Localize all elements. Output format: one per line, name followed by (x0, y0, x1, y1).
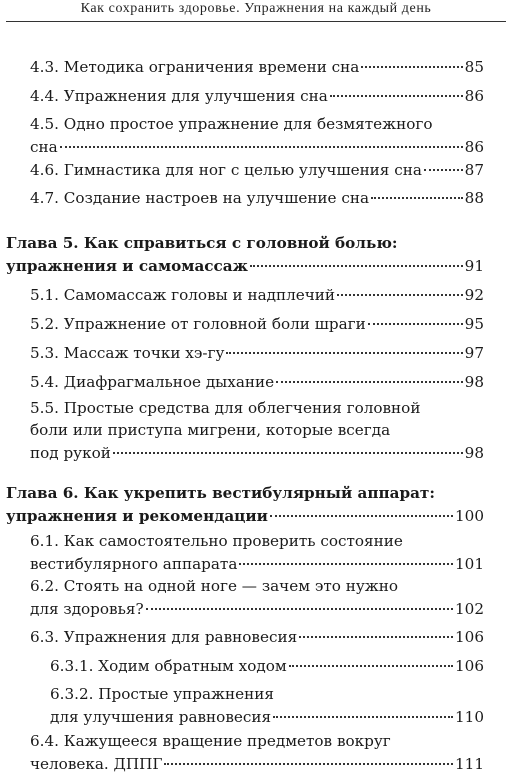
toc-entry-title-line: для улучшения равновесия (50, 708, 272, 727)
toc-entry-title-line: для здоровья? (30, 600, 144, 619)
toc-entry-title-line: 5.2. Упражнение от головной боли шраги (30, 315, 366, 334)
toc-entry[interactable] (30, 158, 484, 181)
toc-entry[interactable] (30, 341, 484, 364)
toc-entry-title-line: под рукой (30, 444, 111, 463)
toc-page-number: 102 (455, 600, 484, 619)
toc-entry-row (30, 625, 484, 648)
dot-leader (113, 437, 463, 454)
toc-entry[interactable] (30, 84, 484, 107)
toc-entry-row (30, 55, 484, 78)
toc-page-number: 98 (464, 373, 484, 392)
dot-leader (371, 182, 463, 199)
toc-entry-title-line: 4.3. Методика ограничения времени сна (30, 58, 360, 77)
toc-entry-title-line: 5.4. Диафрагмальное дыхание (30, 373, 275, 392)
dot-leader (424, 154, 463, 171)
toc-entry-row (6, 504, 484, 527)
toc-entry-title-line: 6.1. Как самостоятельно проверить состояние (30, 532, 403, 550)
toc-entry-title-line: Глава 5. Как справиться с головной болью: (6, 234, 398, 252)
toc-page-number: 85 (464, 58, 484, 77)
dot-leader (226, 337, 462, 354)
toc-entry-row (30, 186, 484, 209)
toc-entry-title-line: 4.4. Упражнения для улучшения сна (30, 87, 328, 106)
toc-entry-title-line: 6.4. Кажущееся вращение предметов вокруг (30, 732, 391, 750)
toc-entry-row (50, 705, 484, 728)
toc-chapter-entry[interactable] (6, 482, 484, 527)
dot-leader (330, 80, 463, 97)
toc-entry[interactable] (30, 575, 484, 620)
toc-page-number: 98 (464, 444, 484, 463)
toc-entry-row (30, 84, 484, 107)
toc-entry-title-line: 4.6. Гимнастика для ног с целью улучшения сна (30, 161, 422, 180)
toc-entry[interactable] (30, 186, 484, 209)
toc-entry[interactable] (30, 370, 484, 393)
toc-entry-row (30, 597, 484, 620)
dot-leader (250, 250, 463, 267)
toc-entry-title-line: 4.7. Создание настроев на улучшение сна (30, 189, 370, 208)
toc-entry-title-line: вестибулярного аппарата (30, 555, 238, 574)
toc-entry-title-line: Глава 6. Как укрепить вестибулярный аппарат: (6, 484, 435, 502)
header-divider (6, 21, 506, 22)
toc-page-number: 86 (464, 87, 484, 106)
toc-entry-title-line: 6.2. Стоять на одной ноге — зачем это нужно (30, 577, 399, 595)
toc-page-number: 86 (464, 138, 484, 157)
toc-entry-row (30, 441, 484, 464)
toc-entry[interactable] (30, 730, 484, 775)
dot-leader (368, 308, 463, 325)
toc-page-number: 87 (464, 161, 484, 180)
toc-entry-row (30, 341, 484, 364)
toc-entry-row (30, 158, 484, 181)
toc-entry-title-line: 5.3. Массаж точки хэ-гу (30, 344, 225, 363)
toc-page-number: 110 (455, 708, 484, 727)
toc-entry-title-line: сна (30, 138, 58, 157)
toc-entry[interactable] (30, 625, 484, 648)
toc-entry-title-line: 5.5. Простые средства для облегчения головной (30, 399, 421, 417)
toc-entry-title-line: человека. ДППГ (30, 755, 163, 774)
toc-page-number: 97 (464, 344, 484, 363)
dot-leader (164, 748, 453, 765)
dot-leader (270, 500, 453, 517)
toc-entry[interactable] (30, 113, 484, 158)
toc-entry-title-line: 6.3.2. Простые упражнения (50, 685, 274, 703)
toc-entry-row (30, 312, 484, 335)
toc-entry-title-line: боли или приступа мигрени, которые всегда (30, 421, 391, 439)
toc-page-number: 106 (455, 657, 484, 676)
dot-leader (273, 701, 453, 718)
toc-entry-row (30, 135, 484, 158)
dot-leader (146, 593, 453, 610)
running-header-text: Как сохранить здоровье. Упражнения на каждый день (80, 1, 432, 16)
toc-entry-title-line: 6.3.1. Ходим обратным ходом (50, 657, 287, 676)
toc-entry-row (30, 283, 484, 306)
toc-page-number: 95 (464, 315, 484, 334)
toc-entry-title-line: упражнения и рекомендации (6, 507, 268, 526)
toc-page-number: 88 (464, 189, 484, 208)
dot-leader (289, 650, 453, 667)
dot-leader (337, 279, 463, 296)
toc-entry-row (50, 654, 484, 677)
dot-leader (276, 366, 463, 383)
dot-leader (299, 621, 453, 638)
toc-entry[interactable] (30, 312, 484, 335)
toc-entry[interactable] (30, 397, 484, 464)
toc-entry-row (30, 552, 484, 575)
toc-entry-title-line: 6.3. Упражнения для равновесия (30, 628, 298, 647)
toc-entry[interactable] (50, 683, 484, 728)
toc-entry[interactable] (50, 654, 484, 677)
running-header (0, 0, 512, 22)
toc-page-number: 100 (455, 507, 484, 526)
toc-entry-title-line: упражнения и самомассаж (6, 257, 248, 276)
toc-page-number: 91 (464, 257, 484, 276)
toc-page-number: 101 (455, 555, 484, 574)
toc-chapter-entry[interactable] (6, 232, 484, 277)
toc-entry[interactable] (30, 530, 484, 575)
toc-entry[interactable] (30, 283, 484, 306)
toc-entry-row (30, 370, 484, 393)
toc-entry-row (6, 254, 484, 277)
dot-leader (361, 51, 462, 68)
toc-entry-title-line: 4.5. Одно простое упражнение для безмятежного (30, 115, 433, 133)
toc-page-number: 92 (464, 286, 484, 305)
dot-leader (239, 548, 453, 565)
toc-page-number: 106 (455, 628, 484, 647)
dot-leader (60, 131, 463, 148)
toc-page-number: 111 (455, 755, 484, 774)
toc-entry[interactable] (30, 55, 484, 78)
toc-entry-title-line: 5.1. Самомассаж головы и надплечий (30, 286, 336, 305)
